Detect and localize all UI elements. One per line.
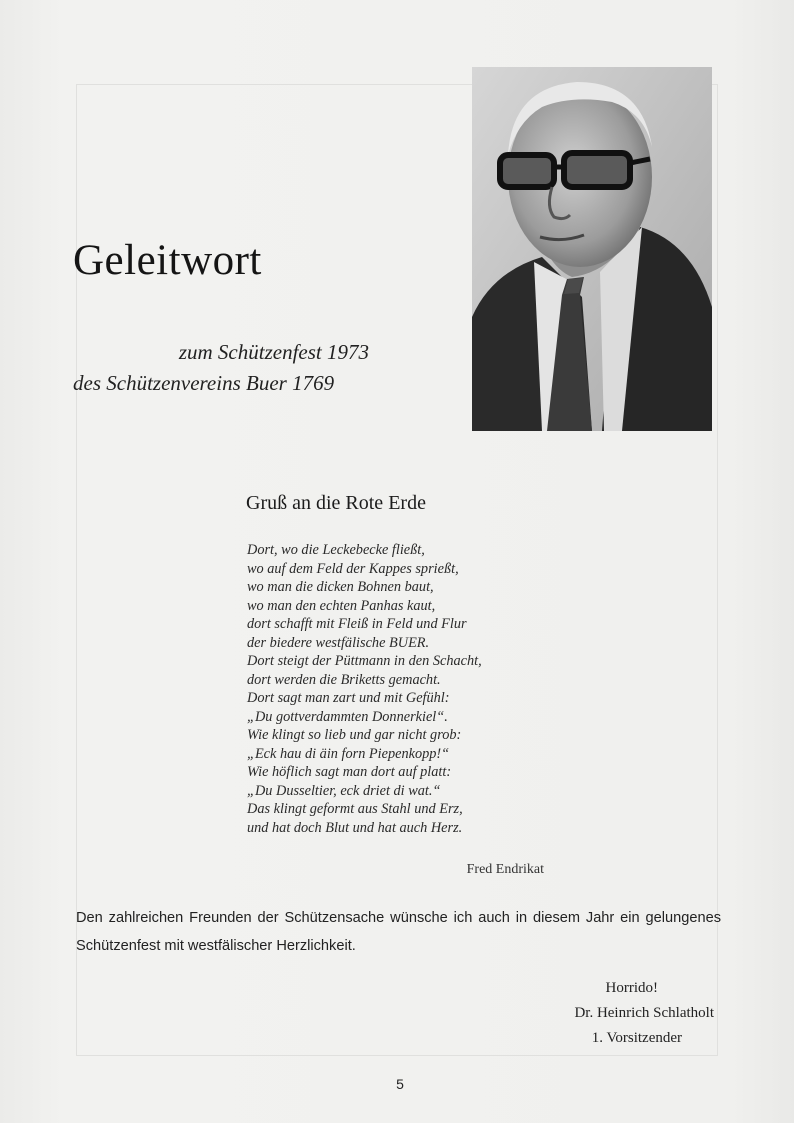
poem-line: Wie klingt so lieb und gar nicht grob:	[247, 727, 462, 743]
signoff-name: Dr. Heinrich Schlatholt	[574, 1005, 714, 1021]
portrait-photo-icon	[472, 67, 712, 431]
page-title: Geleitwort	[73, 237, 262, 284]
subtitle-line-2: des Schützenvereins Buer 1769	[73, 371, 335, 395]
poem-line: wo man die dicken Bohnen baut,	[247, 579, 434, 595]
poem-line: dort schafft mit Fleiß in Feld und Flur	[247, 616, 467, 632]
poem-line: Dort steigt der Püttmann in den Schacht,	[247, 653, 482, 669]
poem-line: wo auf dem Feld der Kappes sprießt,	[247, 560, 459, 577]
subtitle-line-1: zum Schützenfest 1973	[178, 340, 369, 364]
portrait-photo	[472, 67, 712, 431]
poem-line: Das klingt geformt aus Stahl und Erz,	[247, 801, 463, 817]
signoff	[500, 976, 714, 1051]
signoff-role: 1. Vorsitzender	[591, 1030, 682, 1046]
page-number: 5	[396, 1076, 404, 1092]
poem-line: Wie höflich sagt man dort auf platt:	[247, 764, 452, 780]
signoff-closing: Horrido!	[605, 980, 658, 996]
poem-line: dort werden die Briketts gemacht.	[247, 671, 441, 688]
greeting-paragraph: Den zahlreichen Freunden der Schützensache wünsche ich auch in diesem Jahr ein gelungenes Schützenfest mit westfälischer Herzlichkeit.	[76, 910, 721, 954]
poem-line: wo man den echten Panhas kaut,	[247, 597, 436, 614]
poem-line: „Eck hau di äin forn Piepenkopp!“	[247, 745, 450, 762]
poem-title: Gruß an die Rote Erde	[246, 492, 426, 514]
poem-line: „Du gottverdammten Donnerkiel“.	[247, 708, 448, 725]
poem-line: Dort, wo die Leckebecke fließt,	[247, 542, 425, 558]
poem-line: der biedere westfälische BUER.	[247, 634, 430, 651]
poem-author: Fred Endrikat	[466, 862, 544, 877]
poem-line: „Du Dusseltier, eck driet di wat.“	[247, 782, 441, 799]
subtitle	[73, 337, 373, 399]
poem-line: Dort sagt man zart und mit Gefühl:	[247, 690, 450, 706]
poem	[247, 541, 557, 837]
poem-line: und hat doch Blut und hat auch Herz.	[247, 819, 463, 836]
